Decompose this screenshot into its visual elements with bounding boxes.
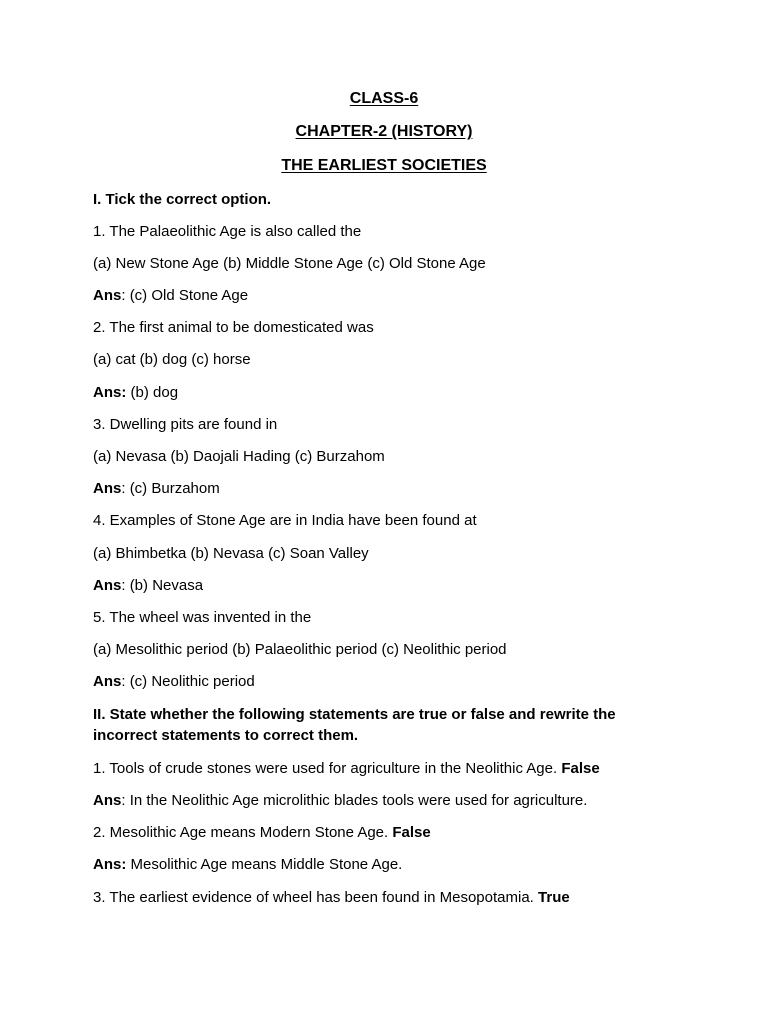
question-1-options: (a) New Stone Age (b) Middle Stone Age (c) Old Stone Age [93,255,486,272]
statement-verdict: False [561,760,600,777]
answer-label: Ans: [93,856,127,873]
question-3: 3. Dwelling pits are found in [93,416,278,433]
answer-label: Ans [93,287,122,304]
answer-text: (c) Burzahom [129,480,220,497]
answer-text: (c) Neolithic period [129,673,255,690]
statement-2 [93,822,693,843]
answer-separator: : [121,480,130,497]
answer-separator: : [121,287,130,304]
answer-label: Ans [93,577,122,594]
question-3-options: (a) Nevasa (b) Daojali Hading (c) Burzahom [93,448,385,465]
statement-text: 1. Tools of crude stones were used for agriculture in the Neolithic Age. [93,760,558,777]
statement-verdict: False [392,824,431,841]
question-4: 4. Examples of Stone Age are in India have been found at [93,512,477,529]
question-2-answer [93,382,693,403]
question-2: 2. The first animal to be domesticated was [93,319,374,336]
class-title: CLASS-6 [349,90,419,107]
section-2-heading: II. State whether the following statements are true or false and rewrite the incorrect statements to correct them. [93,706,616,744]
question-5: 5. The wheel was invented in the [93,609,312,626]
answer-text: (b) dog [130,384,179,401]
question-1-answer [93,285,693,306]
question-4-options: (a) Bhimbetka (b) Nevasa (c) Soan Valley [93,545,369,562]
answer-label: Ans: [93,384,127,401]
answer-label: Ans [93,792,122,809]
question-3-answer [93,478,693,499]
statement-3 [93,887,693,908]
statement-1 [93,758,693,779]
statement-text: 3. The earliest evidence of wheel has been found in Mesopotamia. [93,889,534,906]
question-5-answer [93,671,693,692]
answer-text: Mesolithic Age means Middle Stone Age. [130,856,403,873]
question-2-options: (a) cat (b) dog (c) horse [93,351,251,368]
chapter-title: CHAPTER-2 (HISTORY) [295,123,473,140]
answer-separator: : [121,577,130,594]
answer-text: (c) Old Stone Age [129,287,249,304]
answer-label: Ans [93,480,122,497]
question-1: 1. The Palaeolithic Age is also called the [93,223,362,240]
section-1-heading: I. Tick the correct option. [93,191,272,208]
statement-1-answer [93,790,693,811]
statement-text: 2. Mesolithic Age means Modern Stone Age. [93,824,389,841]
answer-label: Ans [93,673,122,690]
answer-text: (b) Nevasa [129,577,204,594]
statement-verdict: True [538,889,570,906]
lesson-title: THE EARLIEST SOCIETIES [281,157,487,174]
answer-separator: : [121,792,130,809]
answer-separator: : [121,673,130,690]
question-4-answer [93,575,693,596]
answer-text: In the Neolithic Age microlithic blades tools were used for agriculture. [129,792,588,809]
statement-2-answer [93,854,693,875]
question-5-options: (a) Mesolithic period (b) Palaeolithic period (c) Neolithic period [93,641,507,658]
